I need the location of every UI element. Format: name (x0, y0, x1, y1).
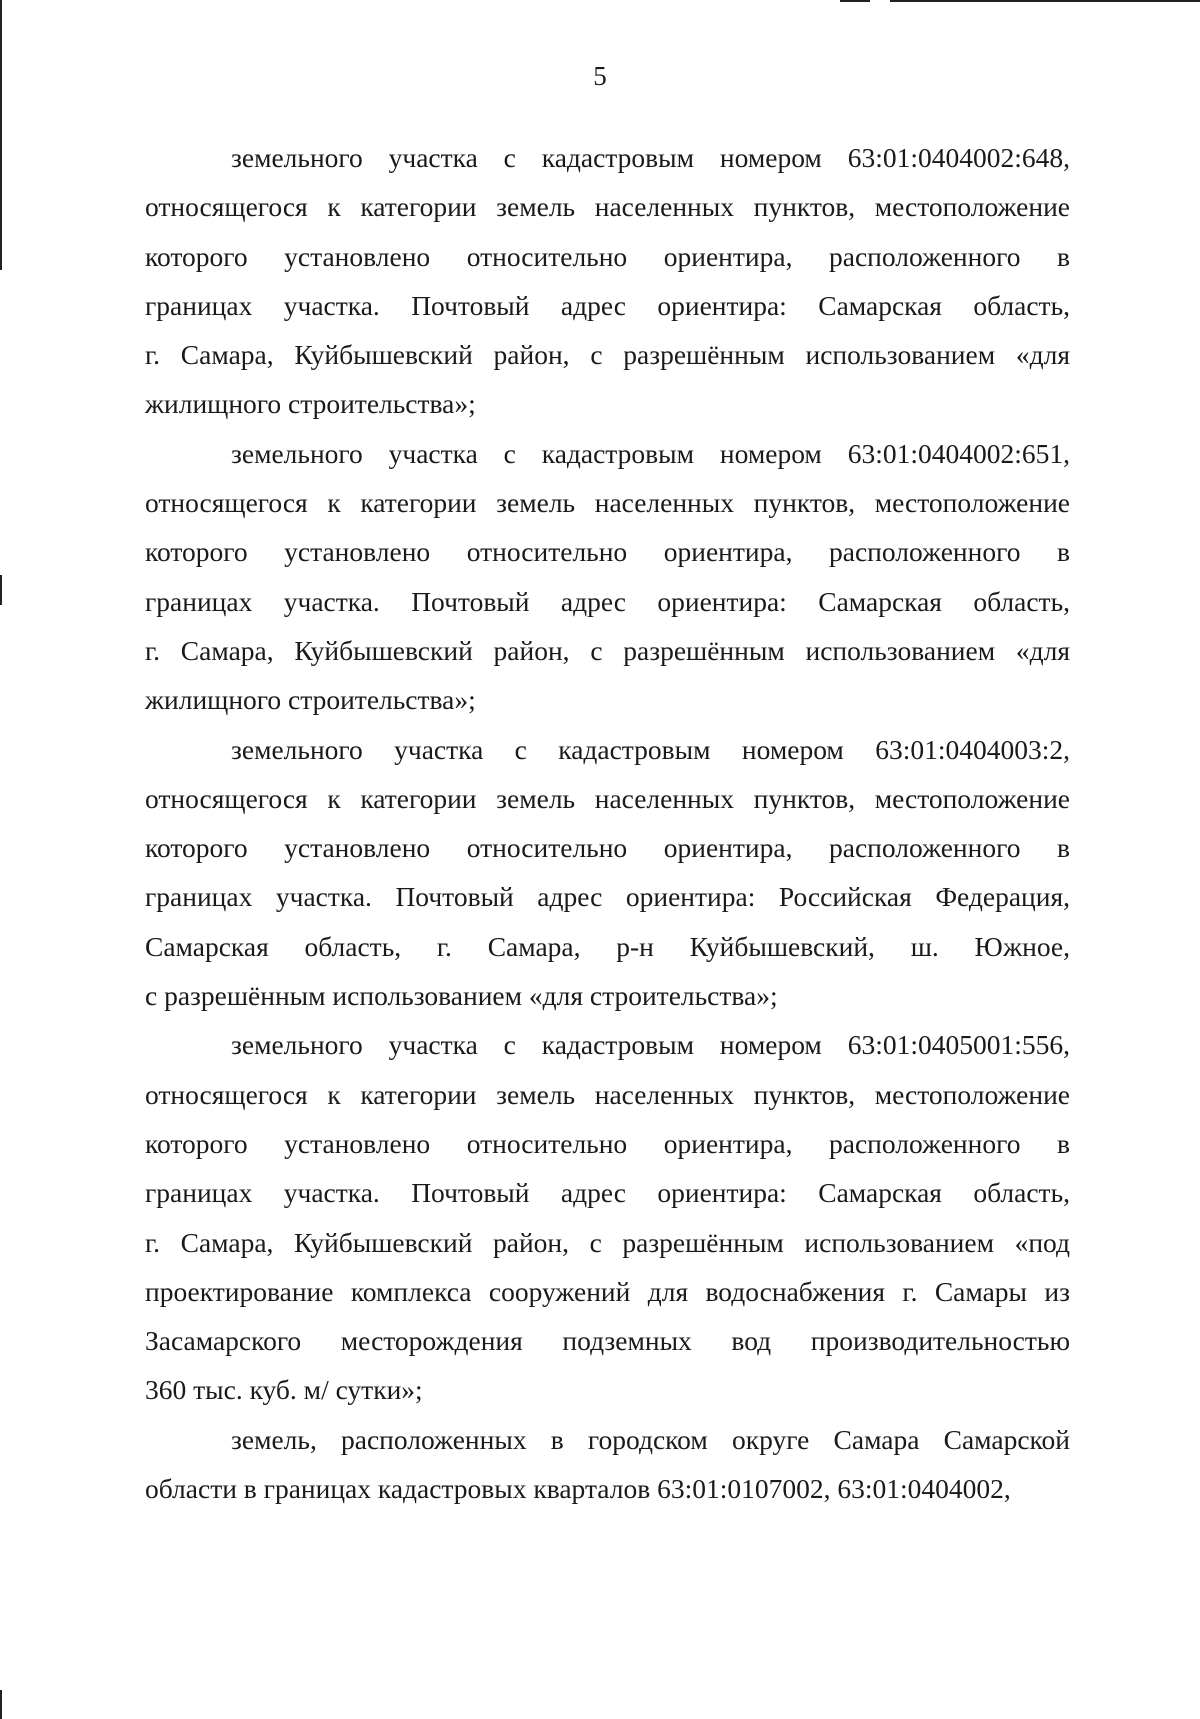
text-line: жилищного строительства»; (145, 388, 476, 420)
text-line: земельного участка с кадастровым номером 63:01:0404002:651, (231, 437, 1070, 469)
text-line: которого установлено относительно ориентира, расположенного в (145, 832, 1070, 864)
text-line: границах участка. Почтовый адрес ориентира: Российская Федерация, (145, 881, 1070, 913)
text-line: г. Самара, Куйбышевский район, с разрешённым использованием «под (145, 1226, 1070, 1258)
text-line: Засамарского месторождения подземных вод производительностью (145, 1325, 1070, 1357)
text-line: которого установлено относительно ориентира, расположенного в (145, 240, 1070, 272)
text-line: земель, расположенных в городском округе Самара Самарской (231, 1423, 1070, 1455)
text-line: земельного участка с кадастровым номером 63:01:0404002:648, (231, 142, 1070, 173)
text-line: относящегося к категории земель населенных пунктов, местоположение (145, 487, 1070, 519)
text-line: которого установлено относительно ориентира, расположенного в (145, 1127, 1070, 1159)
paragraph (145, 429, 1070, 725)
text-line: г. Самара, Куйбышевский район, с разрешённым использованием «для (145, 634, 1070, 666)
scan-artifact-left (0, 575, 2, 605)
text-line: жилищного строительства»; (145, 684, 476, 716)
scan-artifact-left (0, 1690, 2, 1719)
text-line: границах участка. Почтовый адрес ориентира: Самарская область, (145, 585, 1070, 617)
text-line: границах участка. Почтовый адрес ориентира: Самарская область, (145, 289, 1070, 321)
text-line: с разрешённым использованием «для строительства»; (145, 980, 778, 1012)
text-line: 360 тыс. куб. м/ сутки»; (145, 1374, 423, 1406)
text-line: границах участка. Почтовый адрес ориентира: Самарская область, (145, 1177, 1070, 1209)
paragraph (145, 133, 1070, 429)
text-line: относящегося к категории земель населенных пунктов, местоположение (145, 191, 1070, 223)
document-body (145, 133, 1070, 1513)
scan-artifact-left (0, 0, 2, 270)
text-line: проектирование комплекса сооружений для водоснабжения г. Самары из (145, 1275, 1070, 1307)
text-line: относящегося к категории земель населенных пунктов, местоположение (145, 782, 1070, 814)
paragraph (145, 1020, 1070, 1414)
paragraph (145, 1415, 1070, 1514)
text-line: г. Самара, Куйбышевский район, с разрешённым использованием «для (145, 339, 1070, 371)
page-number: 5 (593, 61, 607, 91)
text-line: земельного участка с кадастровым номером 63:01:0405001:556, (231, 1029, 1070, 1061)
text-line: земельного участка с кадастровым номером 63:01:0404003:2, (231, 733, 1070, 765)
text-line: которого установлено относительно ориентира, расположенного в (145, 536, 1070, 568)
scan-artifact-top (840, 0, 870, 2)
text-line: Самарская область, г. Самара, р-н Куйбышевский, ш. Южное, (145, 930, 1070, 962)
text-line: относящегося к категории земель населенных пунктов, местоположение (145, 1078, 1070, 1110)
text-line: области в границах кадастровых кварталов 63:01:0107002, 63:01:0404002, (145, 1473, 1011, 1505)
scan-artifact-top (890, 0, 1200, 2)
paragraph (145, 725, 1070, 1021)
